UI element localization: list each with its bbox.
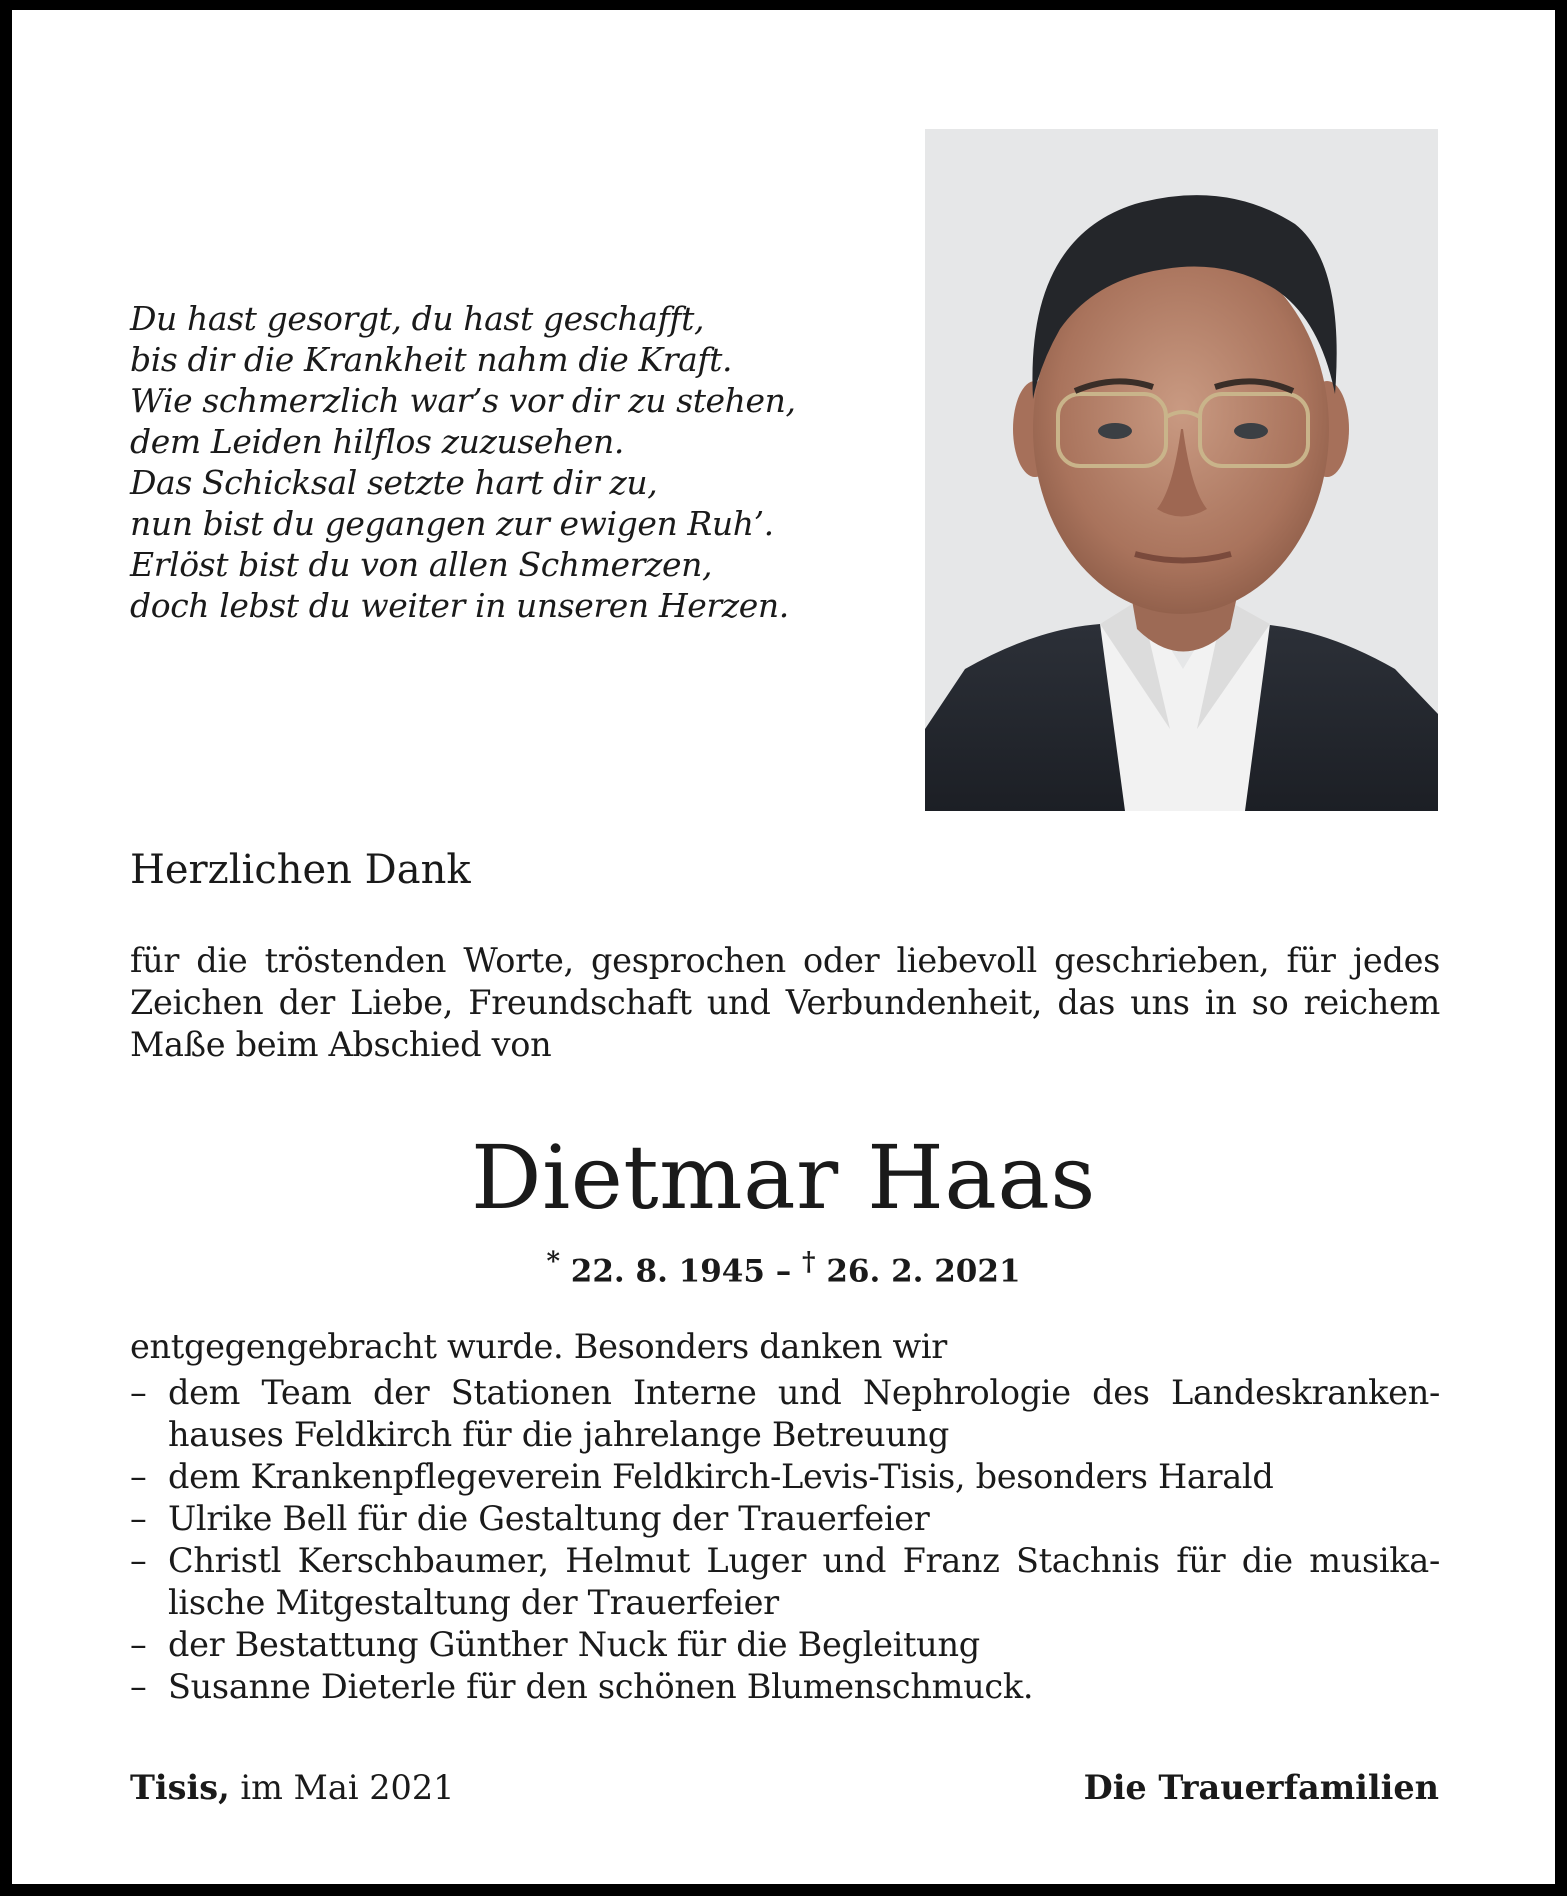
list-item-line: Ulrike Bell für die Gestaltung der Trauerfeier: [168, 1499, 930, 1538]
list-dash: –: [130, 1541, 147, 1580]
list-dash: –: [130, 1373, 147, 1412]
list-item-line: lische Mitgestaltung der Trauerfeier: [168, 1583, 779, 1622]
thanks-lead: entgegengebracht wurde. Besonders danken wir: [130, 1327, 948, 1366]
portrait-photo: [925, 129, 1438, 811]
death-symbol: †: [802, 1247, 816, 1277]
poem-line: nun bist du gegangen zur ewigen Ruh’.: [130, 504, 774, 543]
list-item-line: dem Krankenpflegeverein Feldkirch-Levis-Tisis, besonders Harald: [168, 1457, 1274, 1496]
obituary-notice: [12, 10, 1555, 1884]
list-item-line: dem Team der Stationen Interne und Nephrologie des Landeskranken-: [168, 1373, 1440, 1412]
intro-line: Maße beim Abschied von: [130, 1025, 552, 1064]
list-item-line: der Bestattung Günther Nuck für die Begleitung: [168, 1625, 980, 1664]
list-item-line: Susanne Dieterle für den schönen Blumenschmuck.: [168, 1667, 1034, 1706]
life-dates: [12, 1242, 1555, 1291]
poem-line: Wie schmerzlich war’s vor dir zu stehen,: [130, 381, 796, 420]
list-item: [130, 1666, 1440, 1708]
signature: Die Trauerfamilien: [1083, 1768, 1439, 1807]
thanks-intro: [130, 940, 1440, 1066]
intro-line: Zeichen der Liebe, Freundschaft und Verbundenheit, das uns in so reichem: [130, 983, 1440, 1022]
poem-line: Das Schicksal setzte hart dir zu,: [130, 463, 658, 502]
list-dash: –: [130, 1667, 147, 1706]
thanks-list: [130, 1372, 1440, 1708]
birth-symbol: *: [546, 1247, 560, 1277]
list-item: [130, 1372, 1440, 1456]
poem-line: doch lebst du weiter in unseren Herzen.: [130, 586, 789, 625]
list-item-line: Christl Kerschbaumer, Helmut Luger und Franz Stachnis für die musika-: [168, 1541, 1440, 1580]
list-dash: –: [130, 1457, 147, 1496]
list-dash: –: [130, 1625, 147, 1664]
thanks-heading: Herzlichen Dank: [130, 847, 471, 893]
date: im Mai 2021: [240, 1768, 455, 1807]
deceased-name: Dietmar Haas: [471, 1126, 1096, 1229]
poem-line: Du hast gesorgt, du hast geschafft,: [130, 299, 705, 338]
list-item: [130, 1456, 1440, 1498]
poem-line: dem Leiden hilflos zuzusehen.: [130, 422, 624, 461]
place-date: [130, 1767, 454, 1809]
list-dash: –: [130, 1499, 147, 1538]
poem-line: Erlöst bist du von allen Schmerzen,: [130, 545, 713, 584]
list-item-line: hauses Feldkirch für die jahrelange Betreuung: [168, 1415, 950, 1454]
intro-line: für die tröstenden Worte, gesprochen oder liebevoll geschrieben, für jedes: [130, 941, 1440, 980]
birth-date: 22. 8. 1945: [570, 1253, 765, 1290]
list-item: [130, 1540, 1440, 1624]
list-item: [130, 1498, 1440, 1540]
place: Tisis,: [130, 1768, 230, 1807]
date-separator: –: [775, 1253, 792, 1290]
list-item: [130, 1624, 1440, 1666]
poem-line: bis dir die Krankheit nahm die Kraft.: [130, 340, 733, 379]
death-date: 26. 2. 2021: [826, 1253, 1021, 1290]
poem: [130, 298, 830, 626]
